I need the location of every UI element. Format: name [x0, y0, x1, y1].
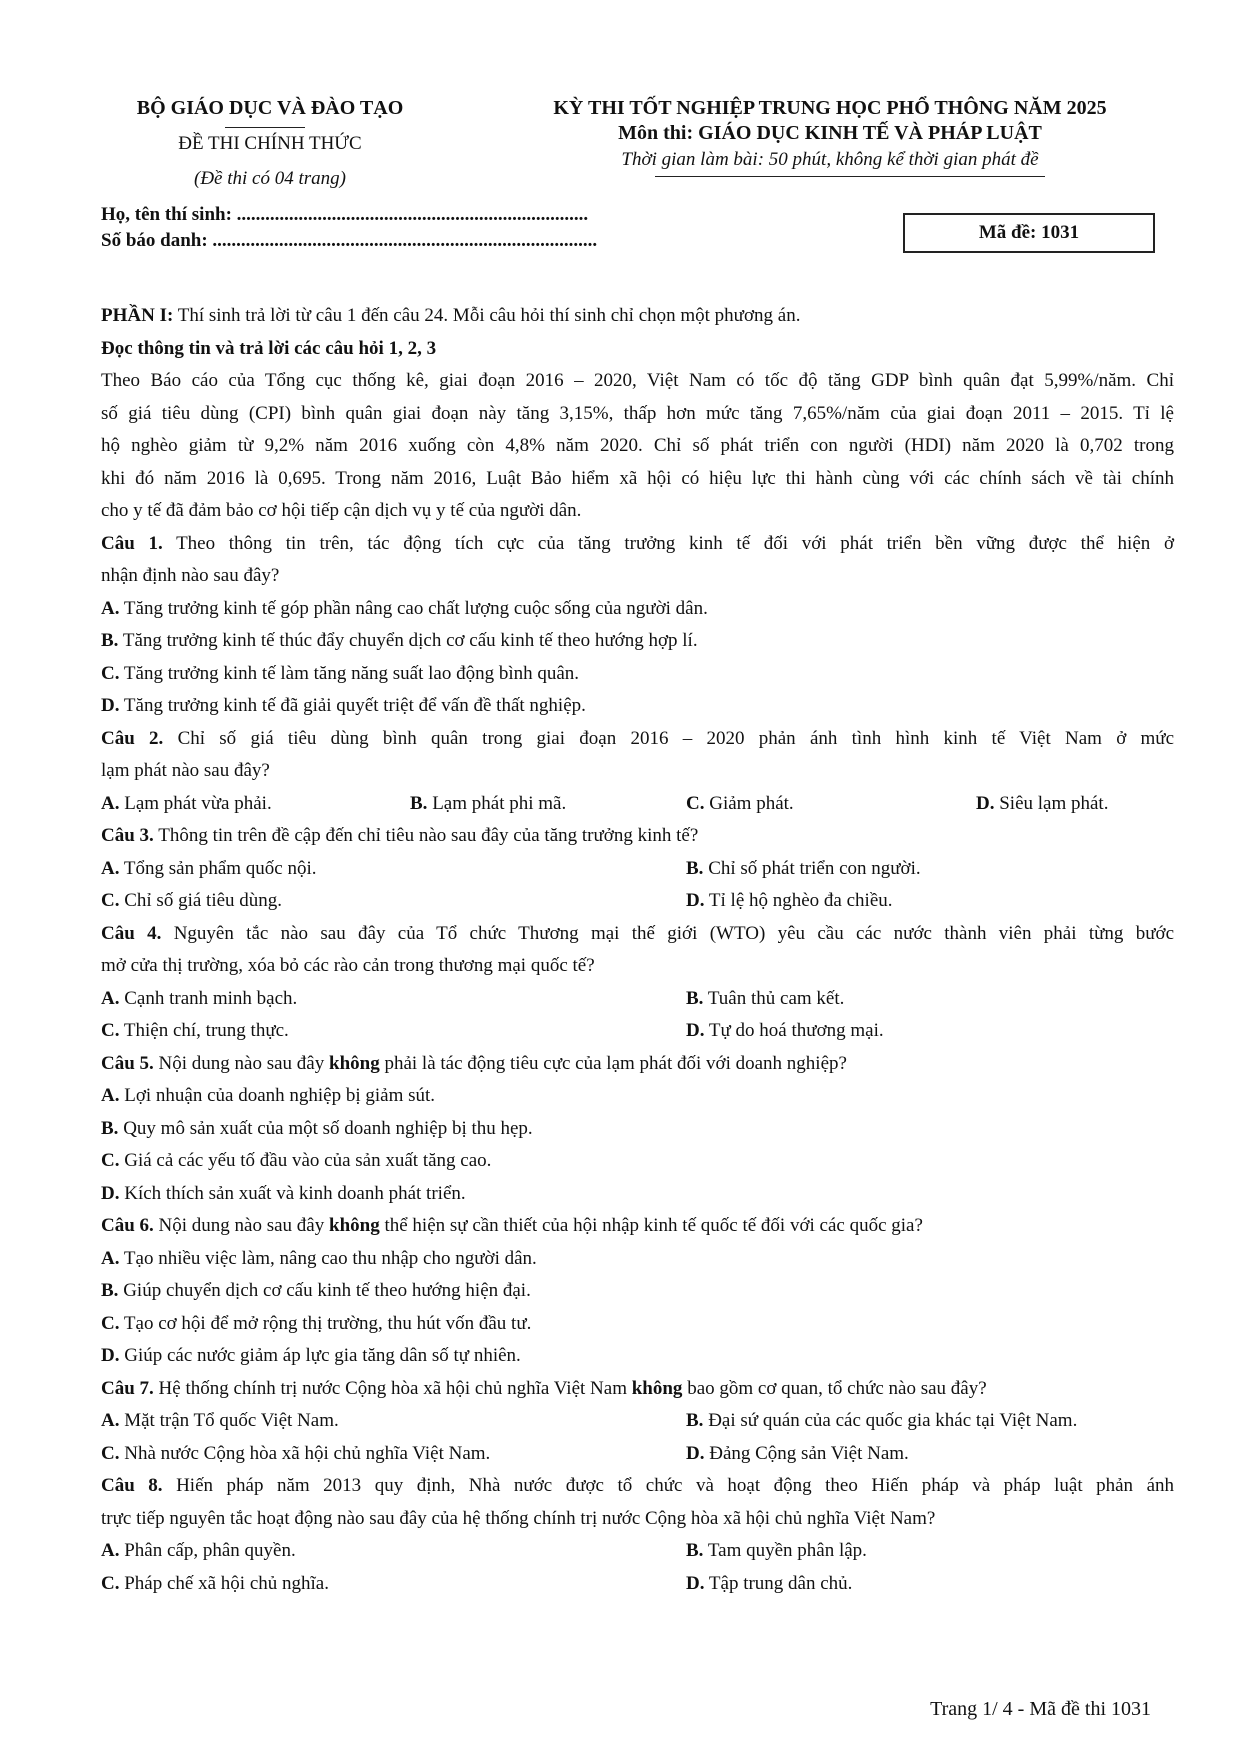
question-label: Câu 7. — [101, 1377, 154, 1399]
page-footer: Trang 1/ 4 - Mã đề thi 1031 — [930, 1698, 1151, 1720]
pages-note: (Đề thi có 04 trang) — [194, 168, 346, 189]
option-a[interactable] — [101, 593, 1174, 626]
option-key: C. — [686, 792, 705, 814]
option-key: A. — [101, 597, 120, 619]
question-label: Câu 1. — [101, 532, 163, 554]
passage-line: khi đó năm 2016 là 0,695. Trong năm 2016, Luật Bảo hiểm xã hội có hiệu lực thi hành cùng với các chính sách về tài chính — [101, 467, 1174, 489]
option-key: C. — [101, 1020, 120, 1041]
option-text: Siêu lạm phát. — [999, 792, 1109, 814]
question-text: phải là tác động tiêu cực của lạm phát đối với doanh nghiệp? — [384, 1052, 847, 1074]
option-text: Chỉ số phát triển con người. — [708, 857, 921, 879]
passage-line: số giá tiêu dùng (CPI) bình quân giai đoạn này tăng 3,15%, thấp hơn mức tăng 7,65%/năm của giai đoạn 2011 – 2015. Tỉ lệ — [101, 402, 1174, 424]
ministry-underline — [225, 127, 305, 128]
question-text: mở cửa thị trường, xóa bỏ các rào cản trong thương mại quốc tế? — [101, 955, 595, 976]
question-text: bao gồm cơ quan, tổ chức nào sau đây? — [687, 1377, 987, 1399]
read-prompt: Đọc thông tin và trả lời các câu hỏi 1, 2, 3 — [101, 337, 437, 359]
option-text: Giảm phát. — [709, 792, 794, 814]
question-label: Câu 8. — [101, 1475, 163, 1496]
question-1 — [101, 528, 1174, 723]
question-text: thể hiện sự cần thiết của hội nhập kinh tế quốc tế đối với các quốc gia? — [384, 1215, 923, 1236]
option-c[interactable] — [101, 1438, 490, 1471]
option-text: Lạm phát phi mã. — [432, 792, 567, 814]
option-b[interactable] — [101, 625, 1174, 658]
option-key: C. — [101, 1312, 120, 1334]
option-key: C. — [101, 1150, 120, 1171]
option-c[interactable] — [686, 788, 794, 821]
option-b[interactable] — [686, 983, 844, 1016]
option-key: A. — [101, 1247, 120, 1269]
option-text: Tam quyền phân lập. — [707, 1540, 867, 1561]
option-a[interactable] — [101, 788, 272, 821]
option-d[interactable] — [101, 690, 1174, 723]
option-c[interactable] — [101, 1568, 329, 1601]
option-text: Giúp chuyển dịch cơ cấu kinh tế theo hướng hiện đại. — [123, 1280, 531, 1301]
option-d[interactable] — [686, 1438, 909, 1471]
question-7 — [101, 1373, 1174, 1471]
option-a[interactable] — [101, 1243, 1174, 1276]
option-key: A. — [101, 1085, 120, 1106]
option-text: Đảng Cộng sản Việt Nam. — [709, 1442, 909, 1464]
passage-line: Theo Báo cáo của Tổng cục thống kê, giai đoạn 2016 – 2020, Việt Nam có tốc độ tăng GDP bình quân đạt 5,99%/năm. Chỉ — [101, 370, 1174, 391]
option-d[interactable] — [686, 1015, 884, 1048]
option-key: B. — [101, 630, 119, 651]
option-key: C. — [101, 662, 120, 684]
option-text: Cạnh tranh minh bạch. — [124, 987, 298, 1009]
option-a[interactable] — [101, 983, 297, 1016]
part1-instruction — [101, 300, 1174, 333]
option-text: Lạm phát vừa phải. — [124, 792, 272, 814]
question-label: Câu 2. — [101, 727, 164, 749]
option-key: B. — [101, 1117, 119, 1139]
question-label: Câu 3. — [101, 825, 154, 846]
option-key: B. — [686, 1540, 704, 1561]
question-text: Theo thông tin trên, tác động tích cực của tăng trưởng kinh tế đối với phát triển bền vững được thể hiện ở — [176, 532, 1174, 554]
question-text: lạm phát nào sau đây? — [101, 760, 270, 781]
option-text: Kích thích sản xuất và kinh doanh phát triển. — [124, 1182, 466, 1204]
option-key: C. — [101, 890, 120, 911]
option-text: Thiện chí, trung thực. — [123, 1020, 289, 1041]
question-text: Hệ thống chính trị nước Cộng hòa xã hội chủ nghĩa Việt Nam — [158, 1377, 627, 1399]
option-key: D. — [686, 890, 705, 911]
question-text: Nguyên tắc nào sau đây của Tổ chức Thương mại thế giới (WTO) yêu cầu các nước thành viên phải từng bước — [173, 922, 1175, 944]
option-text: Tuân thủ cam kết. — [707, 987, 845, 1009]
passage-line: hộ nghèo giảm từ 9,2% năm 2016 xuống còn 4,8% năm 2020. Chỉ số phát triển con người (HDI) năm 2020 là 0,702 trong — [101, 435, 1174, 456]
question-emphasis: không — [631, 1377, 683, 1399]
option-text: Tự do hoá thương mại. — [708, 1020, 884, 1041]
question-emphasis: không — [329, 1052, 380, 1074]
option-text: Quy mô sản xuất của một số doanh nghiệp bị thu hẹp. — [123, 1117, 533, 1139]
option-key: A. — [101, 987, 120, 1009]
option-c[interactable] — [101, 1145, 1174, 1178]
option-d[interactable] — [686, 1568, 852, 1601]
option-key: D. — [686, 1572, 705, 1594]
question-emphasis: không — [329, 1215, 380, 1236]
option-text: Tổng sản phẩm quốc nội. — [123, 857, 317, 879]
question-5 — [101, 1048, 1174, 1211]
option-b[interactable] — [686, 853, 921, 886]
passage-line: cho y tế đã đảm bảo cơ hội tiếp cận dịch vụ y tế của người dân. — [101, 500, 582, 521]
option-text: Tăng trưởng kinh tế góp phần nâng cao chất lượng cuộc sống của người dân. — [123, 597, 708, 619]
question-8 — [101, 1470, 1174, 1600]
part1-label: PHẦN I: — [101, 305, 174, 326]
option-text: Tập trung dân chủ. — [708, 1572, 853, 1594]
option-a[interactable] — [101, 1405, 339, 1438]
option-key: C. — [101, 1442, 120, 1464]
official-label: ĐỀ THI CHÍNH THỨC — [178, 133, 362, 154]
option-key: B. — [410, 792, 428, 814]
option-text: Mặt trận Tổ quốc Việt Nam. — [124, 1410, 339, 1431]
exam-code: Mã đề: 1031 — [978, 222, 1080, 243]
option-b[interactable] — [686, 1405, 1077, 1438]
option-text: Chỉ số giá tiêu dùng. — [124, 890, 283, 911]
question-4 — [101, 918, 1174, 1048]
option-c[interactable] — [101, 885, 282, 918]
option-d[interactable] — [101, 1178, 1174, 1211]
option-d[interactable] — [976, 788, 1108, 821]
exam-subject: Môn thi: GIÁO DỤC KINH TẾ VÀ PHÁP LUẬT — [618, 122, 1042, 144]
question-text: trực tiếp nguyên tắc hoạt động nào sau đây của hệ thống chính trị nước Cộng hòa xã hội chủ nghĩa Việt Nam? — [101, 1507, 936, 1529]
option-d[interactable] — [101, 1340, 1174, 1373]
question-text: Chỉ số giá tiêu dùng bình quân trong giai đoạn 2016 – 2020 phản ánh tình hình kinh tế Việt Nam ở mức — [177, 727, 1175, 749]
option-text: Tạo cơ hội để mở rộng thị trường, thu hút vốn đầu tư. — [123, 1312, 532, 1334]
option-b[interactable] — [686, 1535, 867, 1568]
option-c[interactable] — [101, 1308, 1174, 1341]
option-key: D. — [101, 1182, 120, 1204]
option-key: D. — [101, 695, 120, 716]
option-key: C. — [101, 1572, 120, 1594]
option-c[interactable] — [101, 658, 1174, 691]
option-key: D. — [686, 1442, 705, 1464]
option-text: Giúp các nước giảm áp lực gia tăng dân số tự nhiên. — [124, 1345, 521, 1366]
option-text: Đại sứ quán của các quốc gia khác tại Việt Nam. — [708, 1410, 1078, 1431]
option-c[interactable] — [101, 1015, 289, 1048]
option-text: Tỉ lệ hộ nghèo đa chiều. — [708, 890, 893, 911]
option-text: Pháp chế xã hội chủ nghĩa. — [124, 1572, 329, 1594]
question-text: nhận định nào sau đây? — [101, 565, 280, 586]
option-key: A. — [101, 857, 120, 879]
exam-title: KỲ THI TỐT NGHIỆP TRUNG HỌC PHỔ THÔNG NĂM 2025 — [553, 97, 1107, 119]
question-text: Nội dung nào sau đây — [158, 1052, 325, 1074]
time-underline — [655, 176, 1045, 177]
candidate-id-field: Số báo danh: ................................................................................. — [101, 230, 598, 251]
option-b[interactable] — [101, 1275, 1174, 1308]
option-key: D. — [686, 1020, 705, 1041]
option-text: Tăng trưởng kinh tế thúc đẩy chuyển dịch cơ cấu kinh tế theo hướng hợp lí. — [122, 630, 698, 651]
option-d[interactable] — [686, 885, 893, 918]
option-text: Lợi nhuận của doanh nghiệp bị giảm sút. — [124, 1085, 436, 1106]
question-6 — [101, 1210, 1174, 1373]
option-b[interactable] — [410, 788, 566, 821]
option-text: Nhà nước Cộng hòa xã hội chủ nghĩa Việt Nam. — [124, 1442, 491, 1464]
option-key: D. — [976, 792, 995, 814]
time-note: Thời gian làm bài: 50 phút, không kể thời gian phát đề — [621, 149, 1039, 170]
exam-code-box — [903, 213, 1155, 253]
question-label: Câu 6. — [101, 1215, 154, 1236]
part1-instruction-text: Thí sinh trả lời từ câu 1 đến câu 24. Mỗi câu hỏi thí sinh chỉ chọn một phương án. — [177, 305, 801, 326]
option-a[interactable] — [101, 853, 317, 886]
passage — [101, 365, 1174, 528]
ministry-name: BỘ GIÁO DỤC VÀ ĐÀO TẠO — [136, 97, 404, 119]
option-key: A. — [101, 792, 120, 814]
option-text: Giá cả các yếu tố đầu vào của sản xuất tăng cao. — [124, 1150, 492, 1171]
option-text: Tăng trưởng kinh tế làm tăng năng suất lao động bình quân. — [123, 662, 580, 684]
option-key: B. — [101, 1280, 119, 1301]
option-a[interactable] — [101, 1080, 1174, 1113]
option-text: Phân cấp, phân quyền. — [124, 1540, 296, 1561]
question-label: Câu 5. — [101, 1052, 154, 1074]
option-key: B. — [686, 1410, 704, 1431]
option-b[interactable] — [101, 1113, 1174, 1146]
candidate-name-field: Họ, tên thí sinh: .......................................................................... — [101, 204, 589, 225]
option-key: D. — [101, 1345, 120, 1366]
option-a[interactable] — [101, 1535, 296, 1568]
question-text: Thông tin trên đề cập đến chỉ tiêu nào sau đây của tăng trưởng kinh tế? — [158, 825, 699, 846]
option-text: Tăng trưởng kinh tế đã giải quyết triệt để vấn đề thất nghiệp. — [123, 695, 586, 716]
question-label: Câu 4. — [101, 922, 162, 944]
option-key: B. — [686, 857, 704, 879]
option-text: Tạo nhiều việc làm, nâng cao thu nhập cho người dân. — [123, 1247, 537, 1269]
option-key: A. — [101, 1540, 120, 1561]
option-key: A. — [101, 1410, 120, 1431]
question-text: Hiến pháp năm 2013 quy định, Nhà nước được tổ chức và hoạt động theo Hiến pháp và pháp luật phản ánh — [176, 1475, 1174, 1496]
exam-body — [101, 300, 1174, 1600]
question-2 — [101, 723, 1174, 821]
option-key: B. — [686, 987, 704, 1009]
question-3 — [101, 820, 1174, 918]
question-text: Nội dung nào sau đây — [158, 1215, 325, 1236]
